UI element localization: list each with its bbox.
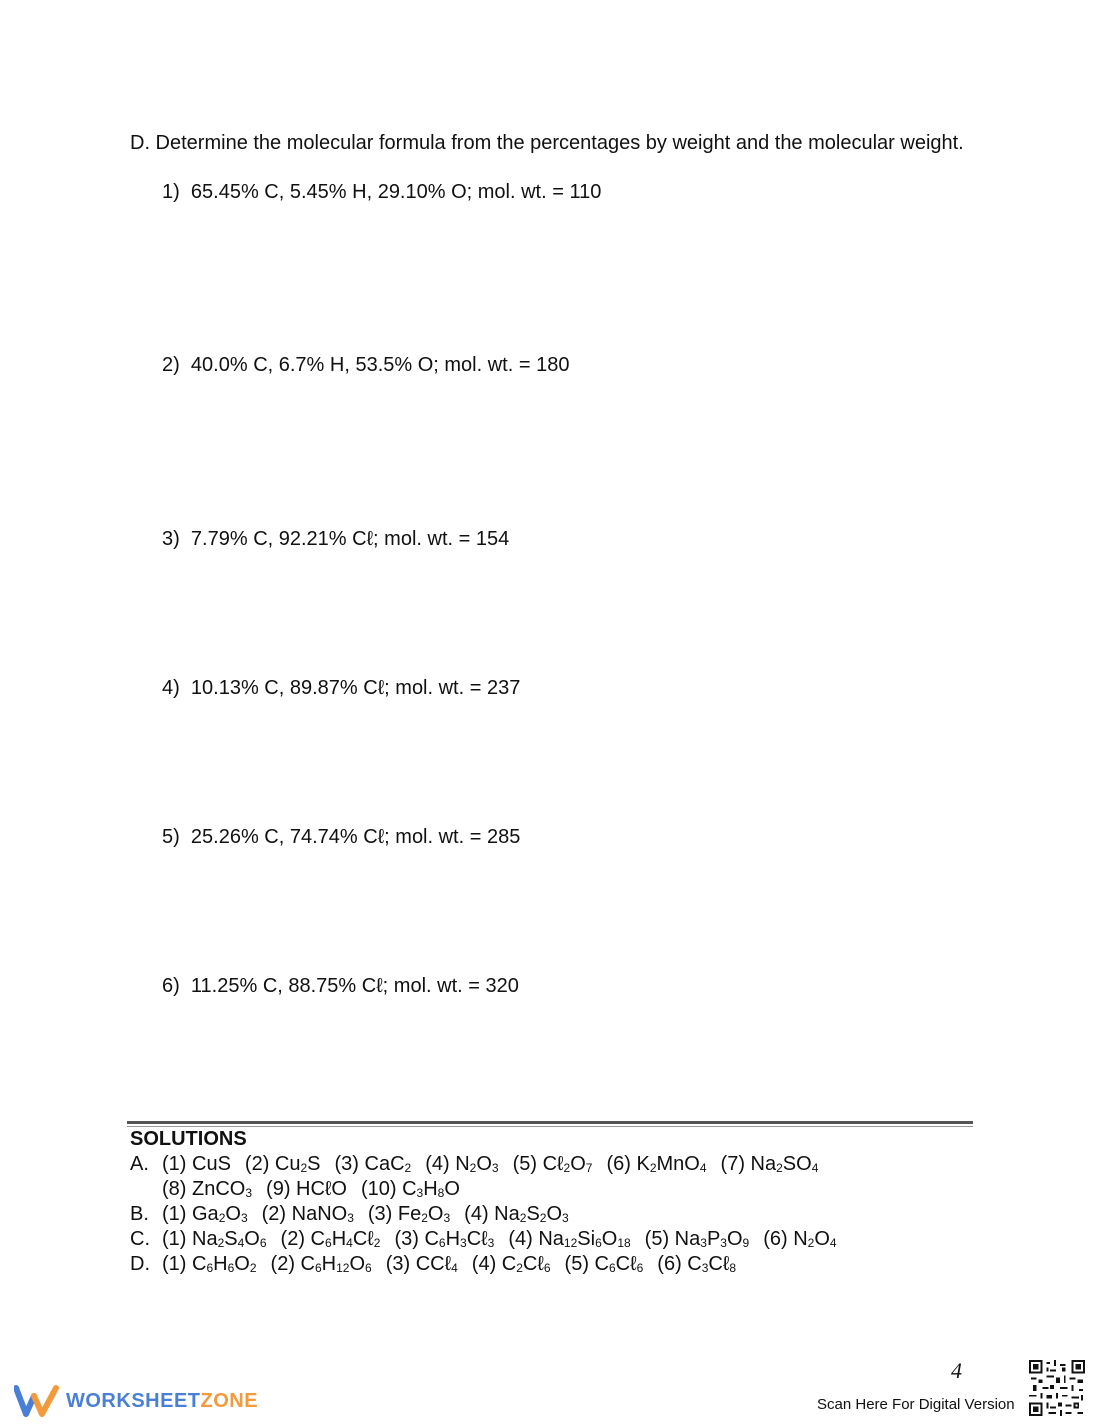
problem-text: 25.26% C, 74.74% Cℓ; mol. wt. = 285	[190, 826, 521, 848]
formula-answer: (2) $C_6H_4C\ell_2$	[280, 1228, 381, 1250]
formula-answer: (2) $Cu_2S$	[244, 1153, 321, 1175]
qr-code-icon[interactable]	[1029, 1360, 1085, 1416]
solution-letter: C.	[130, 1228, 150, 1250]
solution-formulas	[162, 1178, 474, 1200]
formula-answer: (3) $C_6H_3C\ell_3$	[394, 1228, 495, 1250]
solutions-d	[130, 1252, 750, 1277]
formula-answer: (7) $Na_2SO_4$	[720, 1153, 819, 1175]
solution-letter: A.	[130, 1153, 149, 1175]
solutions-divider-thin	[127, 1126, 973, 1127]
solution-formulas	[162, 1253, 750, 1275]
solutions-a-line2	[162, 1177, 474, 1202]
problem-number: 1)	[162, 181, 180, 203]
solution-formulas	[162, 1203, 583, 1225]
formula-answer: (1) CuS	[162, 1153, 231, 1175]
problem-4	[162, 676, 520, 700]
formula-answer: (2) $C_6H_{12}O_6$	[270, 1253, 372, 1275]
formula-answer: (4) $Na_2S_2O_3$	[464, 1203, 569, 1225]
solution-letter: B.	[130, 1203, 149, 1225]
formula-answer: (4) $C_2C\ell_6$	[471, 1253, 551, 1275]
problem-number: 5)	[162, 826, 180, 848]
logo-text	[66, 1390, 258, 1413]
formula-answer: (1) $C_6H_6O_2$	[162, 1253, 257, 1275]
formula-answer: (5) $C_6C\ell_6$	[564, 1253, 644, 1275]
formula-answer: (4) $Na_{12}Si_6O_{18}$	[508, 1228, 631, 1250]
solutions-a-line1	[130, 1152, 832, 1177]
formula-answer: (10) $C_3H_8O$	[360, 1178, 460, 1200]
formula-answer: (4) $N_2O_3$	[425, 1153, 499, 1175]
problem-text: 10.13% C, 89.87% Cℓ; mol. wt. = 237	[190, 677, 521, 699]
solutions-b	[130, 1202, 583, 1227]
solutions-c	[130, 1227, 851, 1252]
logo-w-icon	[14, 1384, 60, 1418]
problem-text: 65.45% C, 5.45% H, 29.10% O; mol. wt. = 110	[190, 181, 602, 203]
solution-formulas	[162, 1228, 851, 1250]
logo-text-worksheet: WORKSHEET	[66, 1389, 201, 1412]
formula-answer: (3) $Fe_2O_3$	[367, 1203, 451, 1225]
formula-answer: (1) $Na_2S_4O_6$	[162, 1228, 267, 1250]
formula-answer: (6) $C_3C\ell_8$	[657, 1253, 737, 1275]
problem-1	[162, 180, 601, 204]
solutions-divider	[127, 1121, 973, 1124]
formula-answer: (2) NaNO$_3$	[261, 1203, 354, 1225]
formula-answer: (5) $Na_3P_3O_9$	[644, 1228, 750, 1250]
problem-text: 11.25% C, 88.75% Cℓ; mol. wt. = 320	[190, 975, 519, 997]
formula-answer: (6) $K_2MnO_4$	[606, 1153, 707, 1175]
solution-formulas	[162, 1153, 832, 1175]
logo-text-zone: ZONE	[200, 1389, 259, 1412]
problem-3	[162, 527, 509, 551]
problem-2	[162, 353, 569, 377]
formula-answer: (3) CaC$_2$	[334, 1153, 412, 1175]
problem-number: 3)	[162, 528, 180, 550]
problem-text: 7.79% C, 92.21% Cℓ; mol. wt. = 154	[190, 528, 510, 550]
problem-6	[162, 974, 519, 998]
formula-answer: (6) $N_2O_4$	[763, 1228, 837, 1250]
problem-text: 40.0% C, 6.7% H, 53.5% O; mol. wt. = 180	[190, 354, 570, 376]
section-d-heading: D. Determine the molecular formula from the percentages by weight and the molecular weight.	[130, 132, 964, 154]
solutions-title: SOLUTIONS	[130, 1128, 247, 1150]
formula-answer: (1) $Ga_2O_3$	[162, 1203, 248, 1225]
formula-answer: (8) ZnCO$_3$	[162, 1178, 253, 1200]
formula-answer: (9) HCℓO	[266, 1178, 347, 1200]
problem-number: 6)	[162, 975, 180, 997]
problem-5	[162, 825, 520, 849]
problem-number: 2)	[162, 354, 180, 376]
worksheetzone-logo	[14, 1384, 258, 1418]
formula-answer: (3) CCℓ$_4$	[385, 1253, 458, 1275]
scan-caption: Scan Here For Digital Version	[817, 1396, 1015, 1413]
page-number: 4	[951, 1358, 962, 1383]
problem-number: 4)	[162, 677, 180, 699]
solution-letter: D.	[130, 1253, 150, 1275]
formula-answer: (5) $C\ell_2O_7$	[512, 1153, 593, 1175]
